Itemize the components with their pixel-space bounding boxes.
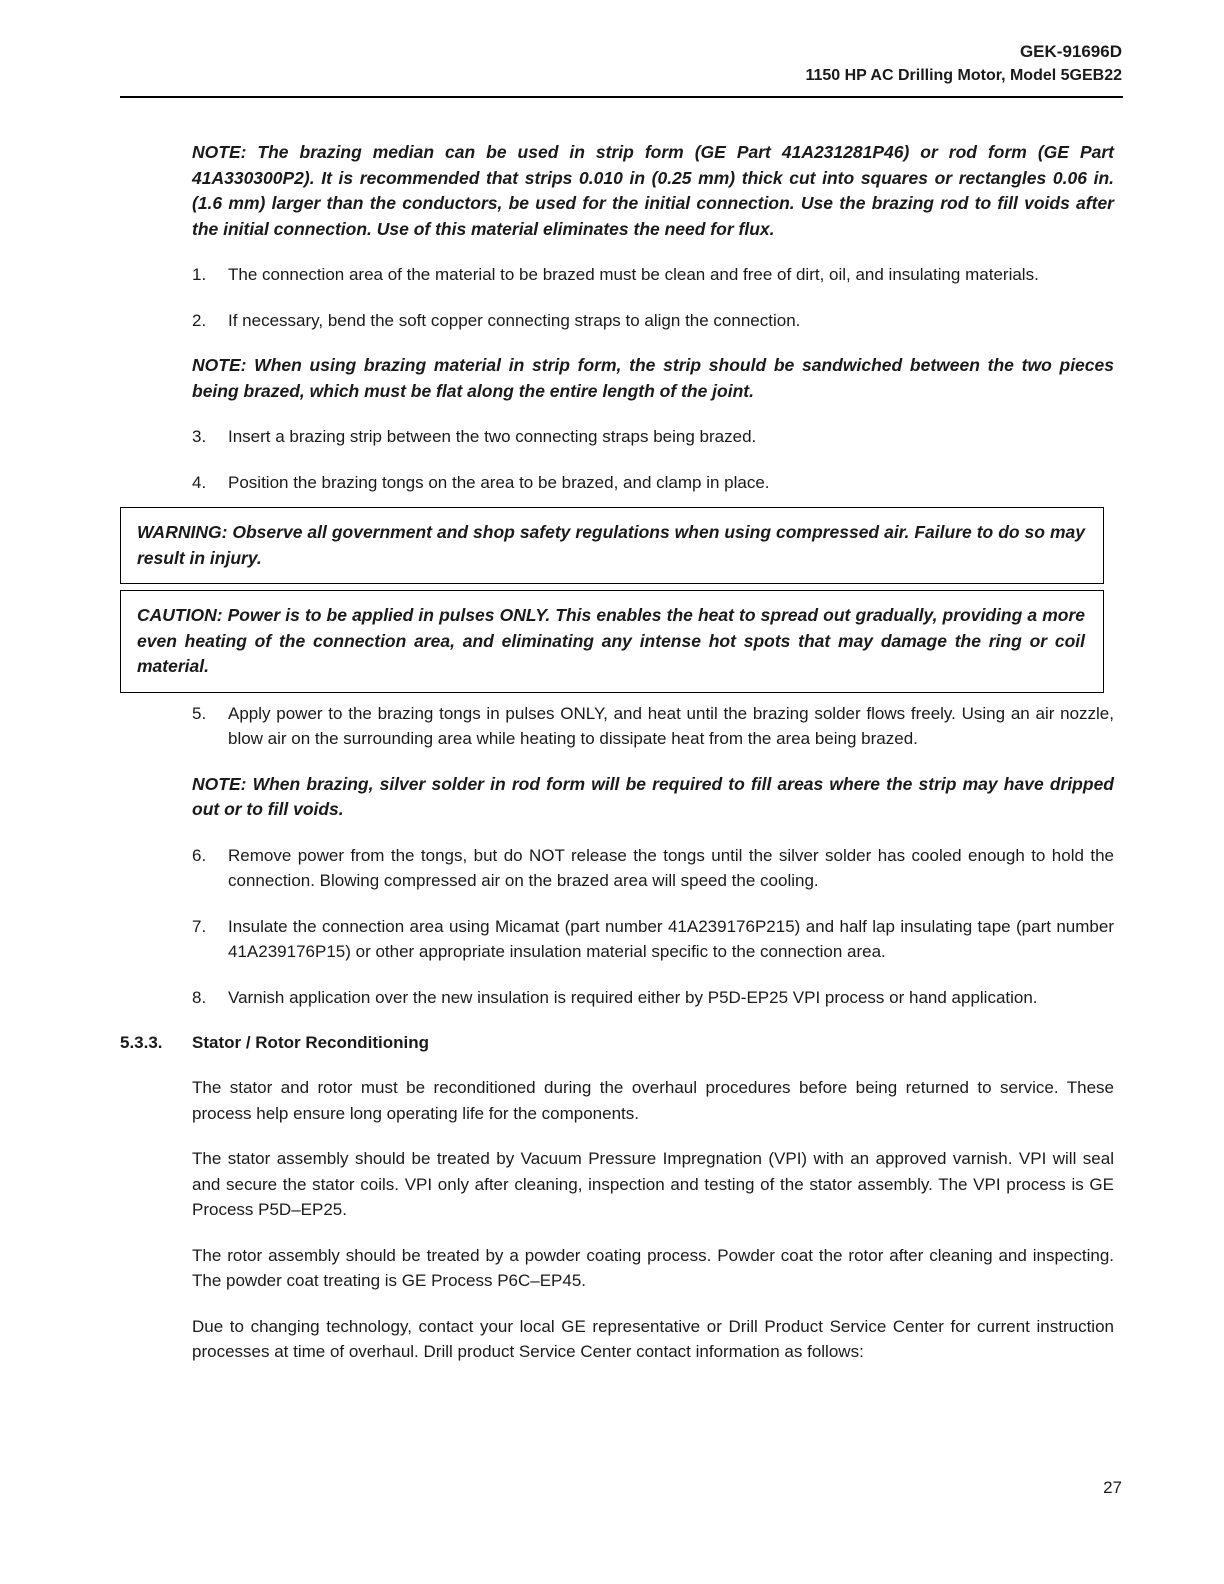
list-item: 1. The connection area of the material to be brazed must be clean and free of dirt, oil, and insulating materials. xyxy=(192,265,1039,284)
paragraph: Due to changing technology, contact your local GE representative or Drill Product Service Center for current instruction processes at time of overhaul. Drill product Service Center contact information as follows: xyxy=(192,1316,1114,1361)
list-item: 4. Position the brazing tongs on the area to be brazed, and clamp in place. xyxy=(192,472,770,492)
list-item: 2. If necessary, bend the soft copper connecting straps to align the connection. xyxy=(192,310,801,330)
page-header xyxy=(805,40,1122,88)
document-subtitle: 1150 HP AC Drilling Motor, Model 5GEB22 xyxy=(805,67,1122,84)
caution-box xyxy=(120,590,1104,693)
caution-text: CAUTION: Power is to be applied in pulses ONLY. This enables the heat to spread out gradually, providing a more even heating of the connection area, and eliminating any intense hot spots that may damage the ring or coil material. xyxy=(120,590,1104,693)
list-item: 5. Apply power to the brazing tongs in pulses ONLY, and heat until the brazing solder flows freely. Using an air nozzle, blow air on the surrounding area while heating to dissipate heat from the area being brazed. xyxy=(192,703,1114,748)
section-number: 5.3.3. xyxy=(120,1033,163,1052)
list-item: 6. Remove power from the tongs, but do NOT release the tongs until the silver solder has cooled enough to hold the connection. Blowing compressed air on the brazed area will speed the cooling. xyxy=(192,845,1114,890)
header-rule xyxy=(120,96,1123,98)
note-silver-solder: NOTE: When brazing, silver solder in rod form will be required to fill areas where the strip may have dripped out or to fill voids. xyxy=(192,773,1114,819)
paragraph: The rotor assembly should be treated by a powder coating process. Powder coat the rotor after cleaning and inspecting. The powder coat treating is GE Process P6C–EP45. xyxy=(192,1245,1114,1290)
page-content xyxy=(120,140,1114,1365)
list-item: 3. Insert a brazing strip between the two connecting straps being brazed. xyxy=(192,427,757,446)
paragraph: The stator and rotor must be reconditioned during the overhaul procedures before being returned to service. These process help ensure long operating life for the components. xyxy=(192,1078,1114,1123)
section-heading xyxy=(120,1030,1114,1055)
page-number: 27 xyxy=(1103,1478,1122,1497)
list-item: 7. Insulate the connection area using Micamat (part number 41A239176P215) and half lap insulating tape (part number 41A239176P15) or other appropriate insulation material specific to the connection area. xyxy=(192,916,1114,961)
warning-text: WARNING: Observe all government and shop safety regulations when using compressed air. Failure to do so may result in injury. xyxy=(120,507,1104,584)
note-brazing-median: NOTE: The brazing median can be used in strip form (GE Part 41A231281P46) or rod form (GE Part 41A330300P2). It is recommended that strips 0.010 in (0.25 mm) thick cut into squares or rectangles 0.06 in. (1.6 mm) larger than the conductors, be used for the initial connection. Use the brazing rod to fill voids after the initial connection. Use of this material eliminates the need for flux. xyxy=(192,142,1114,239)
note-strip-form: NOTE: When using brazing material in strip form, the strip should be sandwiched between the two pieces being brazed, which must be flat along the entire length of the joint. xyxy=(192,355,1114,401)
section-title: Stator / Rotor Reconditioning xyxy=(192,1033,430,1052)
list-item: 8. Varnish application over the new insulation is required either by P5D-EP25 VPI process or hand application. xyxy=(192,987,1038,1007)
document-id: GEK-91696D xyxy=(1019,42,1122,61)
warning-box xyxy=(120,507,1104,584)
paragraph: The stator assembly should be treated by Vacuum Pressure Impregnation (VPI) with an approved varnish. VPI will seal and secure the stator coils. VPI only after cleaning, inspection and testing of the stator assembly. The VPI process is GE Process P5D–EP25. xyxy=(192,1149,1114,1219)
